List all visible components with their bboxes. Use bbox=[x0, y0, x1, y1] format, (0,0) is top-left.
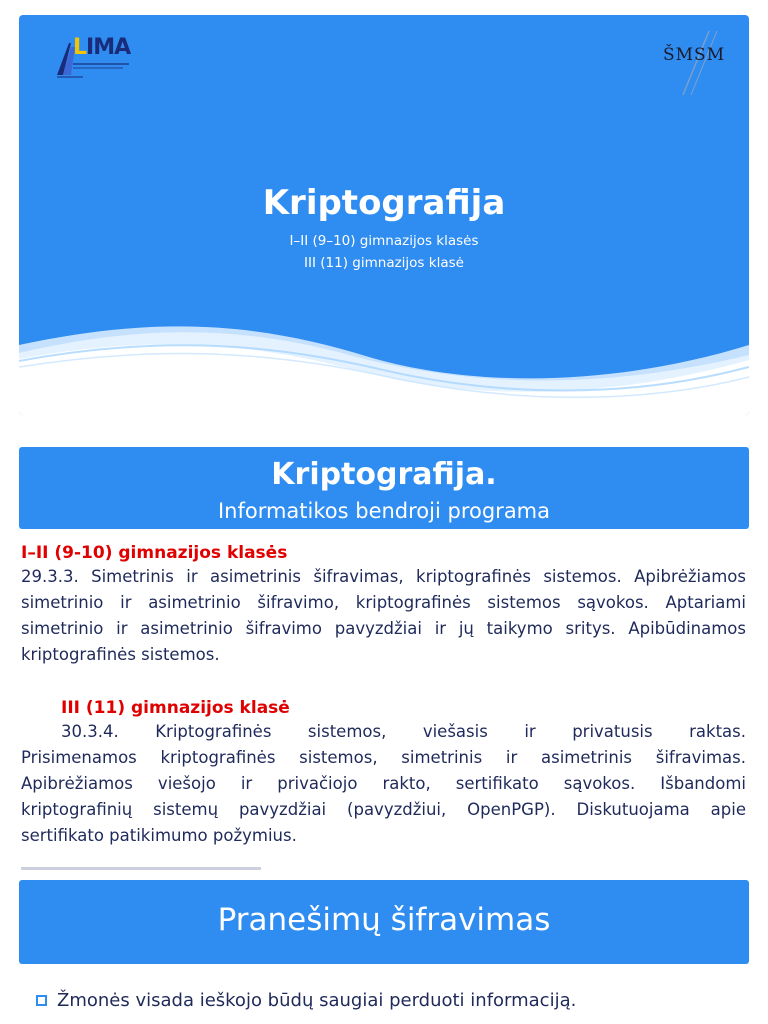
section-2-text bbox=[21, 719, 746, 849]
section-1-heading: I–II (9-10) gimnazijos klasės bbox=[21, 543, 288, 563]
encryption-slide-header bbox=[19, 880, 749, 964]
section-2-line: sertifikato patikimumo požymius. bbox=[21, 826, 297, 845]
section-1 bbox=[21, 543, 746, 668]
section-1-text bbox=[21, 564, 746, 668]
section-2-line: 30.3.4. Kriptografinės sistemos, viešasis ir privatusis raktas. bbox=[61, 722, 746, 741]
encryption-slide-title: Pranešimų šifravimas bbox=[217, 902, 551, 938]
title-slide-subtitle-2: III (11) gimnazijos klasė bbox=[304, 255, 464, 271]
section-1-line: simetrinio ir asimetrinio šifravimo, kriptografinės sistemos sąvokos. Aptariami bbox=[21, 593, 746, 612]
curriculum-slide-header bbox=[19, 447, 749, 529]
smsm-logo-slash-icon bbox=[647, 29, 727, 101]
smsm-logo bbox=[647, 39, 727, 87]
lima-logo-text: LIMA bbox=[73, 35, 131, 60]
title-slide bbox=[19, 15, 749, 415]
title-slide-subtitle-1: I–II (9–10) gimnazijos klasės bbox=[289, 233, 479, 249]
section-2-line: Apibrėžiamos viešojo ir privačiojo rakto, sertifikato sąvokos. Išbandomi bbox=[21, 774, 746, 793]
curriculum-slide-title: Kriptografija. bbox=[271, 457, 497, 492]
section-1-line: kriptografinės sistemos. bbox=[21, 645, 220, 664]
section-1-line: 29.3.3. Simetrinis ir asimetrinis šifravimas, kriptografinės sistemos. Apibrėžiamos bbox=[21, 567, 746, 586]
section-2 bbox=[21, 698, 746, 849]
curriculum-slide-subtitle: Informatikos bendroji programa bbox=[217, 499, 551, 523]
title-slide-heading: Kriptografija bbox=[262, 183, 506, 223]
wave-decoration bbox=[19, 315, 749, 415]
section-2-line: kriptografinių sistemų pavyzdžiai (pavyzdžiui, OpenPGP). Diskutuojama apie bbox=[21, 800, 746, 819]
bullet-text: Žmonės visada ieškojo būdų saugiai perduoti informaciją. bbox=[57, 989, 577, 1011]
lima-logo bbox=[55, 33, 135, 79]
section-2-heading: III (11) gimnazijos klasė bbox=[61, 698, 290, 718]
bullet-item bbox=[36, 985, 576, 1015]
section-2-line: Prisimenamos kriptografinės sistemos, simetrinis ir asimetrinis šifravimas. bbox=[21, 748, 746, 767]
square-bullet-icon bbox=[36, 995, 47, 1006]
smsm-logo-text: ŠMSM bbox=[663, 45, 726, 65]
cut-off-text-fragment bbox=[21, 863, 271, 873]
section-1-line: simetrinio ir asimetrinio šifravimo pavyzdžiai ir jų taikymo sritys. Apibūdinamos bbox=[21, 619, 746, 638]
